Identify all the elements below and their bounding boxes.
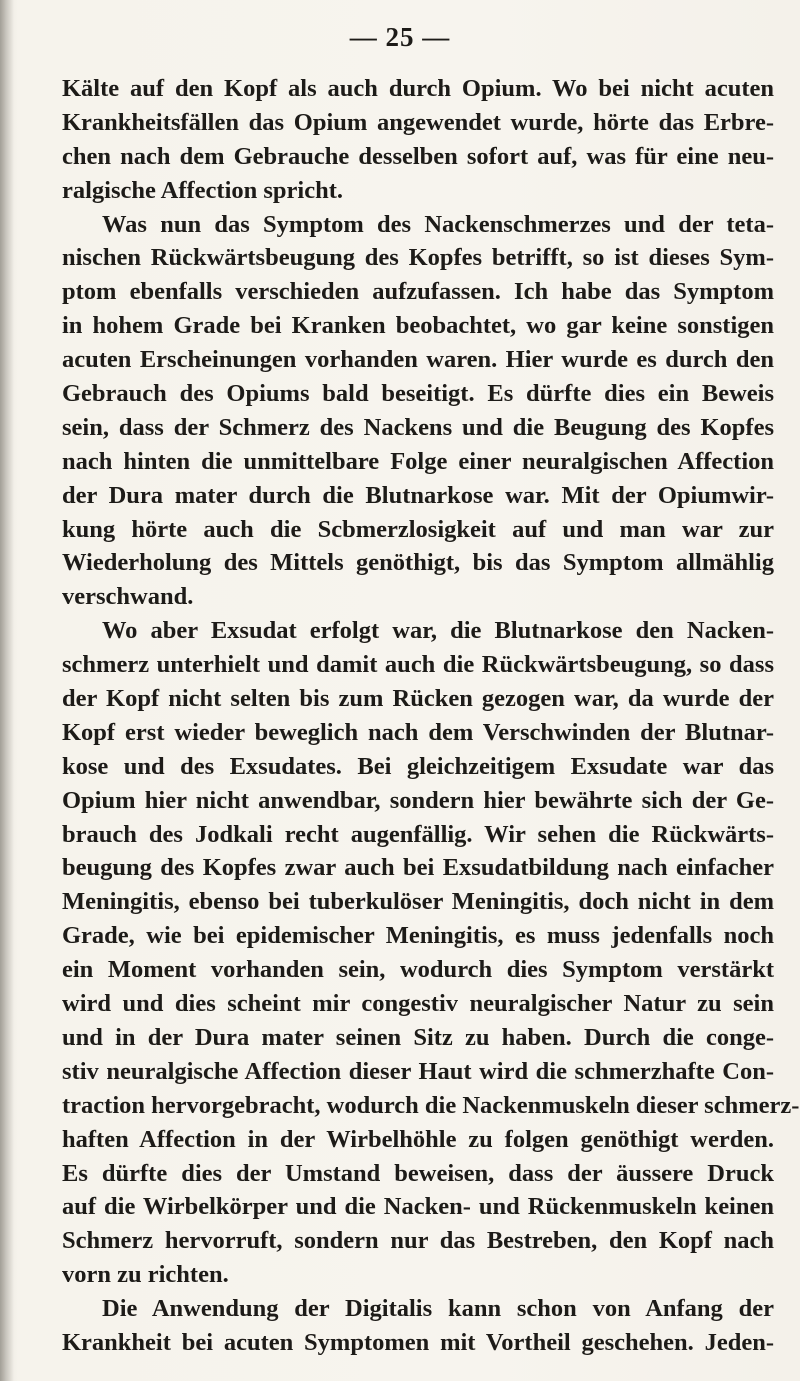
- text-line: nischen Rückwärtsbeugung des Kopfes betrifft, so ist dieses Sym-: [62, 244, 774, 272]
- page-number: — 25 —: [349, 22, 451, 52]
- text-line: Es dürfte dies der Umstand beweisen, dass der äussere Druck: [62, 1159, 774, 1187]
- text-line: Krankheit bei acuten Symptomen mit Vortheil geschehen. Jeden-: [62, 1328, 774, 1356]
- text-line: stiv neuralgische Affection dieser Haut wird die schmerzhafte Con-: [62, 1057, 774, 1085]
- text-line: nach hinten die unmittelbare Folge einer neuralgischen Affection: [62, 447, 774, 475]
- text-line: der Dura mater durch die Blutnarkose war. Mit der Opiumwir-: [62, 481, 774, 509]
- text-line: Grade, wie bei epidemischer Meningitis, es muss jedenfalls noch: [62, 922, 774, 950]
- text-line: traction hervorgebracht, wodurch die Nackenmuskeln dieser schmerz-: [62, 1091, 800, 1119]
- text-line: haften Affection in der Wirbelhöhle zu folgen genöthigt werden.: [62, 1125, 774, 1153]
- text-line: und in der Dura mater seinen Sitz zu haben. Durch die conge-: [62, 1023, 774, 1051]
- text-line: acuten Erscheinungen vorhanden waren. Hier wurde es durch den: [62, 346, 774, 374]
- body-text: [62, 72, 800, 1360]
- text-line: in hohem Grade bei Kranken beobachtet, wo gar keine sonstigen: [62, 312, 774, 340]
- text-line: Wo aber Exsudat erfolgt war, die Blutnarkose den Nacken-: [102, 617, 774, 645]
- text-line: ralgische Affection spricht.: [62, 176, 344, 204]
- text-line: Kälte auf den Kopf als auch durch Opium. Wo bei nicht acuten: [62, 75, 774, 102]
- text-line: verschwand.: [62, 583, 194, 611]
- text-line: Die Anwendung der Digitalis kann schon von Anfang der: [102, 1295, 774, 1323]
- text-line: Gebrauch des Opiums bald beseitigt. Es dürfte dies ein Beweis: [62, 380, 774, 408]
- text-line: kung hörte auch die Scbmerzlosigkeit auf und man war zur: [62, 515, 774, 543]
- text-line: schmerz unterhielt und damit auch die Rückwärtsbeugung, so dass: [62, 651, 774, 679]
- text-line: wird und dies scheint mir congestiv neuralgischer Natur zu sein: [62, 990, 774, 1018]
- text-line: vorn zu richten.: [62, 1261, 229, 1289]
- text-line: kose und des Exsudates. Bei gleichzeitigem Exsudate war das: [62, 752, 774, 780]
- text-line: ein Moment vorhanden sein, wodurch dies Symptom verstärkt: [62, 956, 774, 984]
- binding-shadow: [0, 0, 14, 1381]
- text-line: Schmerz hervorruft, sondern nur das Bestreben, den Kopf nach: [62, 1227, 774, 1255]
- text-line: auf die Wirbelkörper und die Nacken- und Rückenmuskeln keinen: [62, 1193, 774, 1221]
- text-line: Opium hier nicht anwendbar, sondern hier bewährte sich der Ge-: [62, 786, 774, 814]
- text-line: Wiederholung des Mittels genöthigt, bis das Symptom allmählig: [62, 549, 774, 577]
- text-line: sein, dass der Schmerz des Nackens und die Beugung des Kopfes: [62, 413, 774, 441]
- text-line: Kopf erst wieder beweglich nach dem Verschwinden der Blutnar-: [62, 718, 774, 746]
- text-line: beugung des Kopfes zwar auch bei Exsudatbildung nach einfacher: [62, 854, 774, 882]
- text-line: Krankheitsfällen das Opium angewendet wurde, hörte das Erbre-: [62, 108, 774, 136]
- text-line: der Kopf nicht selten bis zum Rücken gezogen war, da wurde der: [62, 685, 774, 713]
- text-line: Meningitis, ebenso bei tuberkulöser Meningitis, doch nicht in dem: [62, 888, 774, 916]
- text-line: brauch des Jodkali recht augenfällig. Wir sehen die Rückwärts-: [62, 820, 774, 848]
- text-line: chen nach dem Gebrauche desselben sofort auf, was für eine neu-: [62, 142, 774, 170]
- text-line: Was nun das Symptom des Nackenschmerzes und der teta-: [102, 210, 774, 238]
- text-line: ptom ebenfalls verschieden aufzufassen. Ich habe das Symptom: [62, 278, 774, 306]
